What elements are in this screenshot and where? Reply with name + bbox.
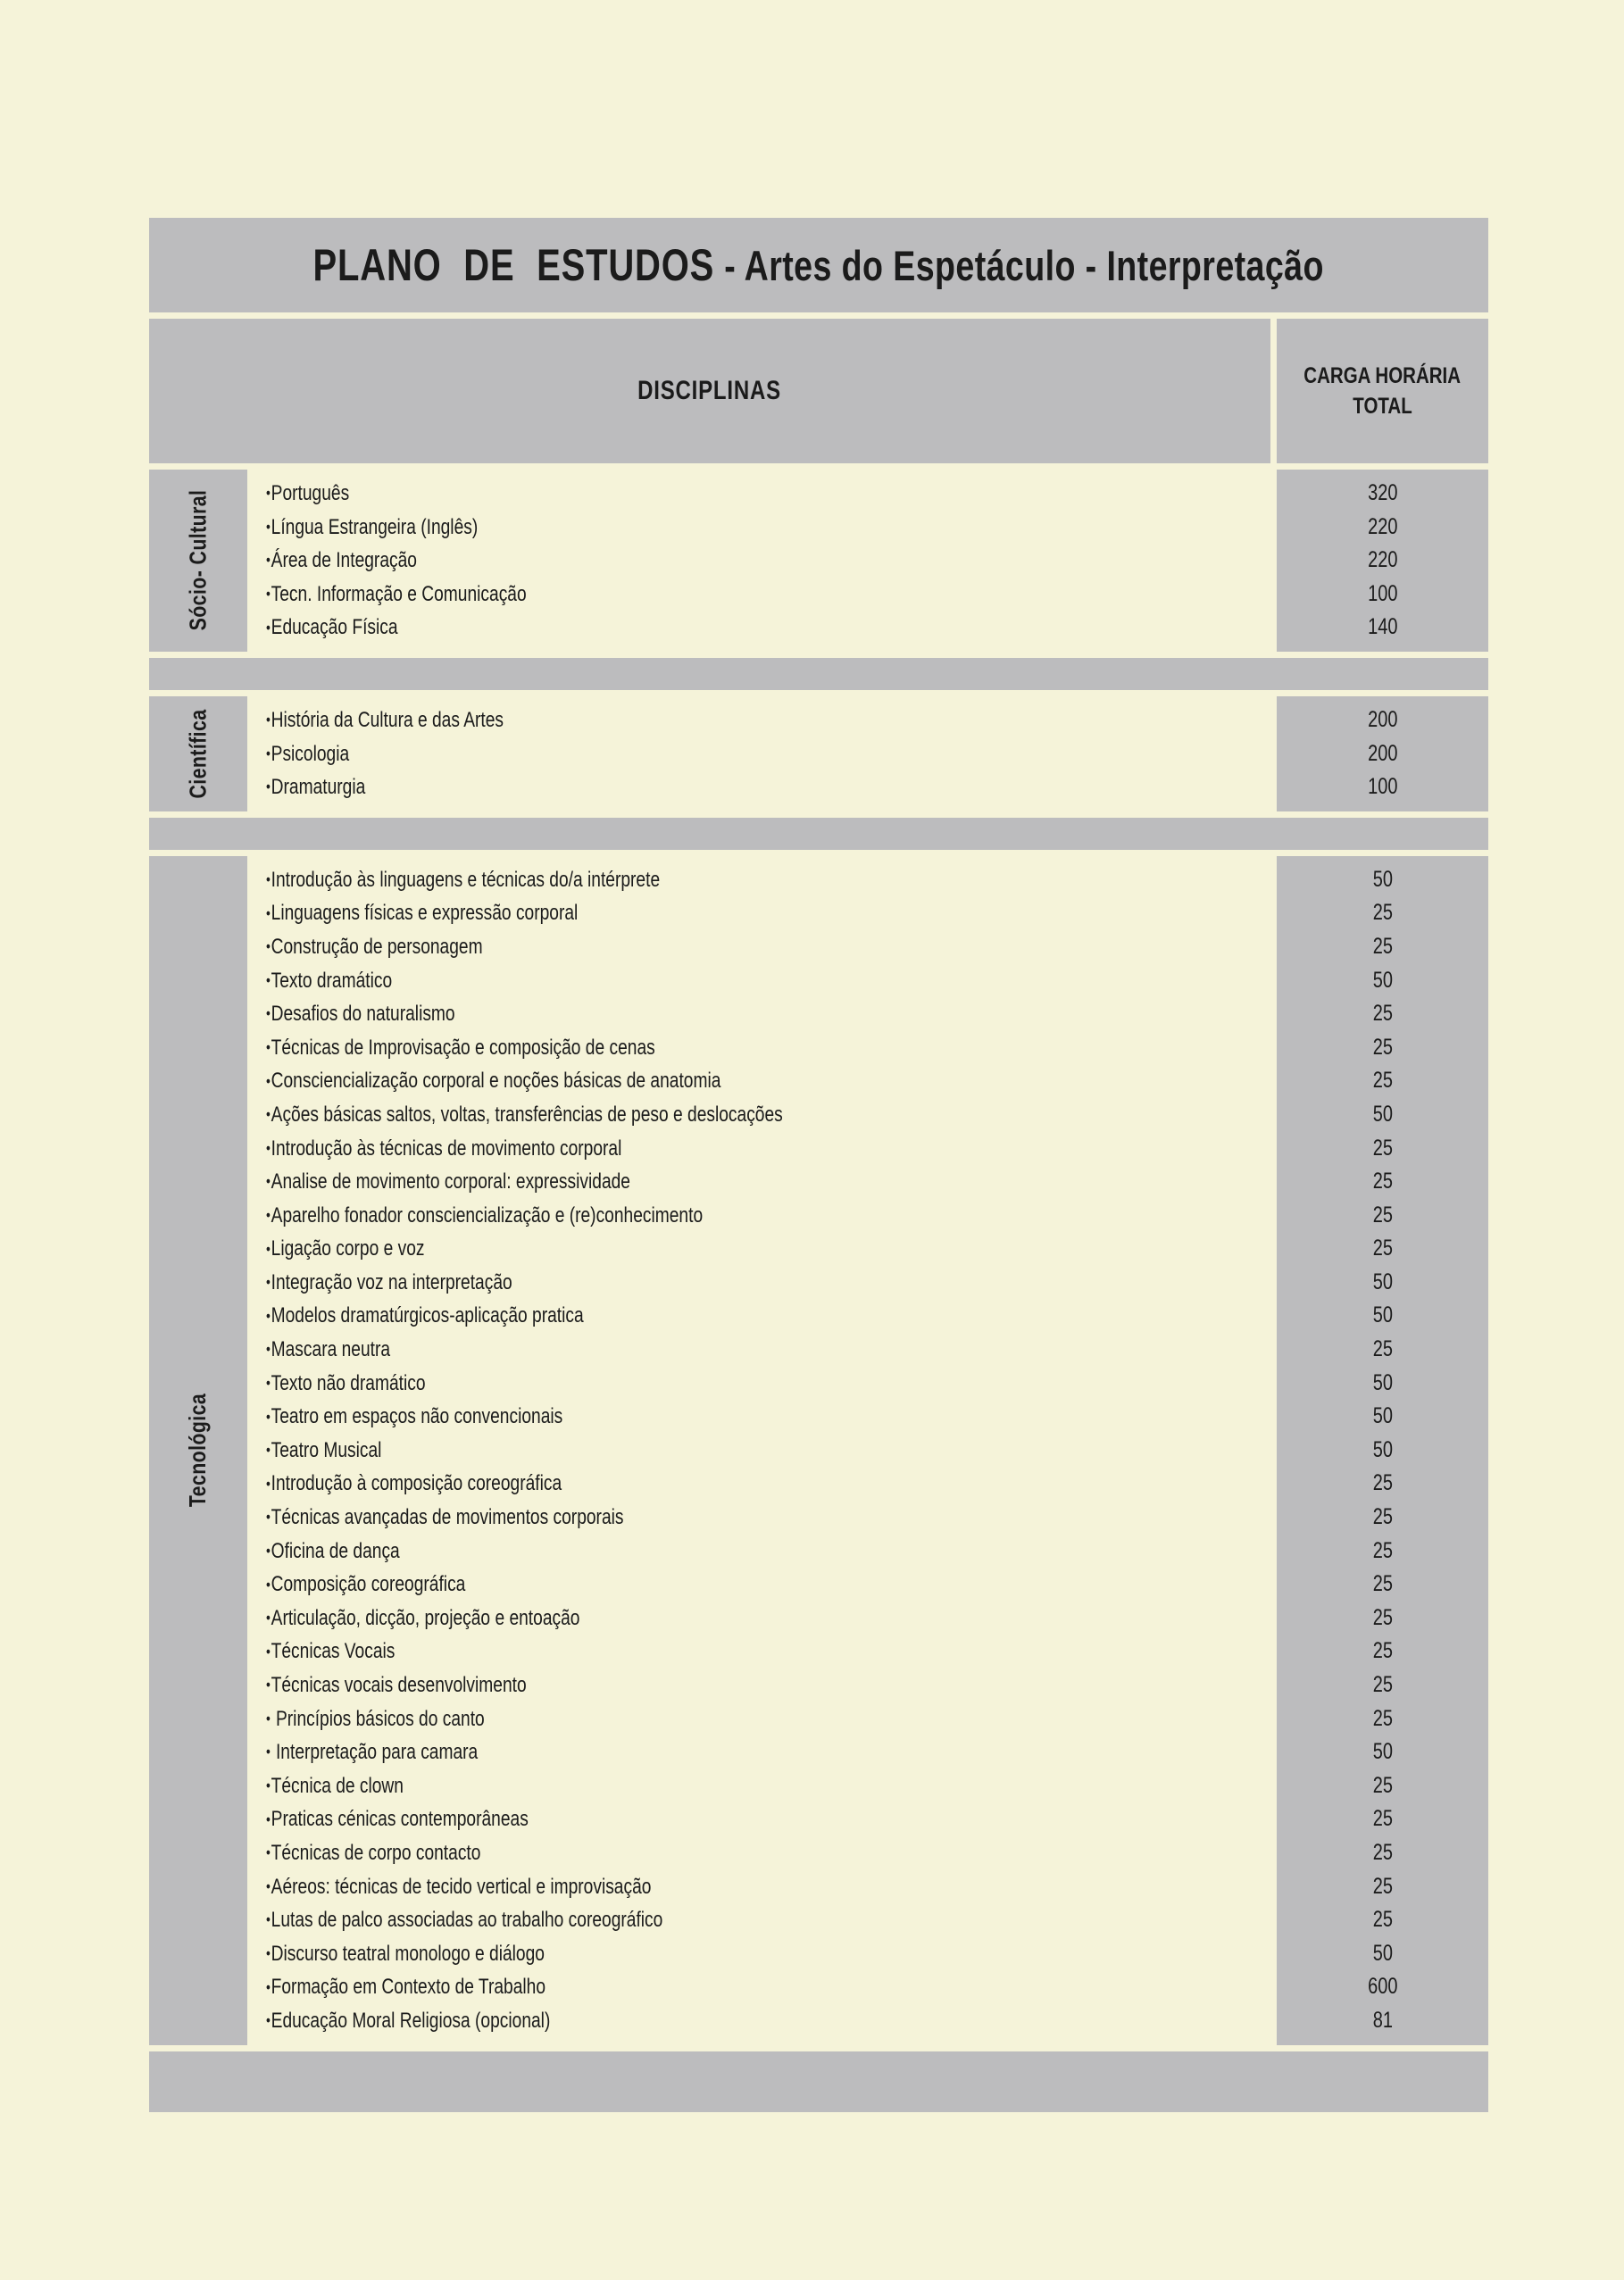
discipline-name: Modelos dramatúrgicos-aplicação pratica <box>271 1303 584 1328</box>
discipline-name: Discurso teatral monologo e diálogo <box>271 1941 545 1966</box>
discipline-name: Lutas de palco associadas ao trabalho coreográfico <box>271 1908 663 1933</box>
bullet-icon: • <box>266 1843 271 1862</box>
discipline-name: Analise de movimento corporal: expressividade <box>271 1169 630 1194</box>
discipline-item <box>266 511 1270 545</box>
bullet-icon: • <box>266 1777 271 1795</box>
bullet-icon: • <box>266 1205 271 1224</box>
discipline-item <box>266 1031 1270 1065</box>
discipline-item-inner <box>266 1769 404 1803</box>
bullet-icon: • <box>266 1105 271 1124</box>
hours-value: 25 <box>1372 1604 1393 1630</box>
discipline-item-inner <box>266 1937 545 1971</box>
hours-header-cell <box>1277 319 1488 463</box>
discipline-item-inner <box>266 863 660 897</box>
hours-row <box>1277 930 1488 964</box>
hours-row <box>1277 1199 1488 1233</box>
bullet-icon: • <box>266 517 271 536</box>
hours-value: 140 <box>1367 614 1398 640</box>
discipline-item <box>266 477 1270 511</box>
bullet-icon: • <box>266 1172 271 1191</box>
discipline-name: Área de Integração <box>271 548 417 573</box>
discipline-item-inner <box>266 1501 624 1535</box>
hours-value: 25 <box>1372 900 1393 926</box>
bullet-icon: • <box>266 1676 271 1694</box>
hours-row <box>1277 544 1488 578</box>
discipline-item <box>266 1299 1270 1333</box>
hours-value: 25 <box>1372 1537 1393 1563</box>
bullet-icon: • <box>266 1743 271 1761</box>
bullet-icon: • <box>266 1810 271 1828</box>
hours-column <box>1277 696 1488 811</box>
discipline-item-inner <box>266 1702 485 1736</box>
hours-row <box>1277 1266 1488 1300</box>
discipline-name: Teatro Musical <box>271 1437 382 1462</box>
discipline-name: Técnicas de Improvisação e composição de cenas <box>271 1035 655 1060</box>
discipline-item <box>266 737 1270 771</box>
disciplines-list <box>254 856 1270 2045</box>
discipline-item <box>266 1400 1270 1434</box>
discipline-item <box>266 997 1270 1031</box>
discipline-name: Educação Física <box>271 615 398 640</box>
hours-row <box>1277 1702 1488 1736</box>
hours-column <box>1277 856 1488 2045</box>
discipline-item <box>266 703 1270 737</box>
bullet-icon: • <box>266 870 271 889</box>
bullet-icon: • <box>266 585 271 603</box>
bullet-icon: • <box>266 1273 271 1292</box>
hours-value: 25 <box>1372 1504 1393 1530</box>
hours-row <box>1277 1668 1488 1702</box>
hours-row <box>1277 770 1488 804</box>
hours-row <box>1277 1568 1488 1602</box>
discipline-item <box>266 1535 1270 1569</box>
discipline-item <box>266 544 1270 578</box>
discipline-item <box>266 578 1270 612</box>
hours-value: 50 <box>1372 967 1393 993</box>
discipline-name: Técnicas Vocais <box>271 1639 396 1664</box>
hours-row <box>1277 1098 1488 1132</box>
hours-row <box>1277 2004 1488 2038</box>
hours-value: 25 <box>1372 1135 1393 1161</box>
bullet-icon: • <box>266 1441 271 1460</box>
discipline-item <box>266 964 1270 998</box>
discipline-name: Psicologia <box>271 741 350 766</box>
bullet-icon: • <box>266 1910 271 1929</box>
bullet-icon: • <box>266 1977 271 1996</box>
hours-value: 25 <box>1372 1806 1393 1832</box>
section-label-cell <box>149 856 247 2045</box>
hours-value: 50 <box>1372 1940 1393 1966</box>
discipline-item-inner <box>266 1400 562 1434</box>
discipline-item-inner <box>266 1970 545 2004</box>
discipline-item <box>266 1132 1270 1166</box>
section-separator-band <box>149 658 1488 690</box>
hours-row <box>1277 1769 1488 1803</box>
hours-value: 25 <box>1372 1705 1393 1731</box>
discipline-item-inner <box>266 1132 621 1166</box>
hours-row <box>1277 1903 1488 1937</box>
discipline-item <box>266 1903 1270 1937</box>
discipline-item <box>266 2004 1270 2038</box>
bullet-icon: • <box>266 1340 271 1359</box>
hours-row <box>1277 1501 1488 1535</box>
hours-value: 50 <box>1372 1302 1393 1328</box>
hours-row <box>1277 1467 1488 1501</box>
discipline-item <box>266 1970 1270 2004</box>
hours-value: 50 <box>1372 1101 1393 1127</box>
discipline-item-inner <box>266 997 455 1031</box>
hours-value: 25 <box>1372 1034 1393 1060</box>
section-row <box>149 470 1488 652</box>
bullet-icon: • <box>266 711 271 729</box>
discipline-item <box>266 1501 1270 1535</box>
discipline-item-inner <box>266 1266 512 1300</box>
hours-row <box>1277 1132 1488 1166</box>
discipline-item <box>266 611 1270 645</box>
bullet-icon: • <box>266 970 271 989</box>
discipline-item-inner <box>266 703 504 737</box>
discipline-name: Língua Estrangeira (Inglês) <box>271 514 479 539</box>
hours-value: 25 <box>1372 1202 1393 1227</box>
discipline-item-inner <box>266 511 478 545</box>
section-label-text: Tecnológica <box>184 1393 212 1508</box>
bullet-icon: • <box>266 618 271 637</box>
discipline-name: Português <box>271 481 350 505</box>
bullet-icon: • <box>266 903 271 922</box>
bullet-icon: • <box>266 744 271 762</box>
discipline-item-inner <box>266 1836 480 1870</box>
discipline-item <box>266 770 1270 804</box>
discipline-item-inner <box>266 1333 390 1367</box>
discipline-name: Interpretação para camara <box>271 1740 479 1765</box>
hours-row <box>1277 1434 1488 1468</box>
section-row <box>149 856 1488 2045</box>
hours-column <box>1277 470 1488 652</box>
hours-row <box>1277 1299 1488 1333</box>
hours-row <box>1277 1165 1488 1199</box>
discipline-name: Introdução às técnicas de movimento corporal <box>271 1136 622 1161</box>
bullet-icon: • <box>266 1071 271 1090</box>
discipline-item <box>266 1836 1270 1870</box>
section-separator-band <box>149 818 1488 850</box>
bullet-icon: • <box>266 1609 271 1627</box>
discipline-item <box>266 1232 1270 1266</box>
hours-value: 50 <box>1372 866 1393 892</box>
hours-value: 25 <box>1372 1001 1393 1027</box>
discipline-name: Praticas cénicas contemporâneas <box>271 1807 529 1832</box>
bullet-icon: • <box>266 1004 271 1023</box>
hours-value: 200 <box>1367 706 1398 732</box>
hours-value: 100 <box>1367 580 1398 606</box>
discipline-item-inner <box>266 1299 584 1333</box>
table-bottom-band <box>149 2051 1488 2112</box>
bullet-icon: • <box>266 1709 271 1727</box>
discipline-item <box>266 1602 1270 1635</box>
hours-value: 220 <box>1367 547 1398 573</box>
discipline-item-inner <box>266 1635 395 1668</box>
hours-header-line1: CARGA HORÁRIA <box>1303 363 1462 388</box>
section-label-text: Científica <box>184 709 212 799</box>
hours-value: 25 <box>1372 1169 1393 1194</box>
hours-value: 50 <box>1372 1369 1393 1395</box>
hours-row <box>1277 703 1488 737</box>
discipline-name: Composição coreográfica <box>271 1572 466 1597</box>
discipline-name: Desafios do naturalismo <box>271 1002 455 1027</box>
discipline-name: Texto não dramático <box>271 1370 426 1395</box>
hours-row <box>1277 863 1488 897</box>
discipline-item <box>266 1199 1270 1233</box>
bullet-icon: • <box>266 551 271 570</box>
table-header-row <box>149 319 1488 463</box>
hours-row <box>1277 964 1488 998</box>
discipline-name: Técnicas avançadas de movimentos corporais <box>271 1505 624 1530</box>
bullet-icon: • <box>266 778 271 796</box>
hours-value: 200 <box>1367 740 1398 766</box>
discipline-item-inner <box>266 964 392 998</box>
discipline-item-inner <box>266 1199 703 1233</box>
discipline-name: Introdução à composição coreográfica <box>271 1471 562 1496</box>
bullet-icon: • <box>266 1373 271 1392</box>
hours-value: 25 <box>1372 1470 1393 1496</box>
discipline-name: Integração voz na interpretação <box>271 1269 512 1294</box>
hours-row <box>1277 578 1488 612</box>
title-main-text: PLANO DE ESTUDOS <box>312 240 715 290</box>
hours-value: 50 <box>1372 1403 1393 1429</box>
discipline-item <box>266 1568 1270 1602</box>
section-label-text: Sócio- Cultural <box>184 490 212 631</box>
discipline-name: Texto dramático <box>271 968 393 993</box>
discipline-item <box>266 896 1270 930</box>
discipline-name: Técnica de clown <box>271 1773 404 1798</box>
bullet-icon: • <box>266 1038 271 1056</box>
discipline-item-inner <box>266 1602 579 1635</box>
discipline-item-inner <box>266 1568 465 1602</box>
hours-value: 50 <box>1372 1269 1393 1294</box>
discipline-name: Teatro em espaços não convencionais <box>271 1404 563 1429</box>
discipline-name: Oficina de dança <box>271 1538 400 1563</box>
bullet-icon: • <box>266 1239 271 1258</box>
disciplines-header-cell <box>149 319 1270 463</box>
bullet-icon: • <box>266 1944 271 1963</box>
bullet-icon: • <box>266 1407 271 1426</box>
discipline-item <box>266 1434 1270 1468</box>
discipline-item <box>266 1098 1270 1132</box>
hours-row <box>1277 1870 1488 1904</box>
section-label-cell <box>149 696 247 811</box>
bullet-icon: • <box>266 484 271 503</box>
discipline-item-inner <box>266 1165 630 1199</box>
discipline-name: Ações básicas saltos, voltas, transferências de peso e deslocações <box>271 1102 783 1127</box>
discipline-item-inner <box>266 1535 400 1569</box>
hours-row <box>1277 1031 1488 1065</box>
discipline-item <box>266 1735 1270 1769</box>
discipline-name: Técnicas de corpo contacto <box>271 1840 481 1865</box>
hours-value: 100 <box>1367 774 1398 800</box>
discipline-name: Técnicas vocais desenvolvimento <box>271 1673 527 1697</box>
discipline-name: História da Cultura e das Artes <box>271 707 504 732</box>
discipline-item <box>266 1870 1270 1904</box>
hours-value: 25 <box>1372 1873 1393 1899</box>
table-title-bar <box>149 218 1488 312</box>
hours-row <box>1277 1535 1488 1569</box>
hours-row <box>1277 1635 1488 1668</box>
discipline-name: Construção de personagem <box>271 934 483 959</box>
discipline-name: Linguagens físicas e expressão corporal <box>271 901 579 926</box>
discipline-item <box>266 930 1270 964</box>
discipline-item <box>266 1064 1270 1098</box>
discipline-name: Aparelho fonador consciencialização e (re)conhecimento <box>271 1202 704 1227</box>
discipline-name: Educação Moral Religiosa (opcional) <box>271 2008 551 2033</box>
discipline-item-inner <box>266 1434 381 1468</box>
hours-value: 25 <box>1372 1638 1393 1664</box>
discipline-item <box>266 1702 1270 1736</box>
hours-value: 600 <box>1367 1974 1398 2000</box>
discipline-name: Introdução às linguagens e técnicas do/a intérprete <box>271 867 661 892</box>
hours-row <box>1277 1836 1488 1870</box>
bullet-icon: • <box>266 1575 271 1594</box>
discipline-item <box>266 1802 1270 1836</box>
discipline-name: Consciencialização corporal e noções básicas de anatomia <box>271 1069 721 1094</box>
discipline-item <box>266 1668 1270 1702</box>
discipline-item-inner <box>266 1802 529 1836</box>
hours-row <box>1277 737 1488 771</box>
discipline-item-inner <box>266 1367 426 1401</box>
discipline-name: Ligação corpo e voz <box>271 1236 425 1261</box>
discipline-item <box>266 1367 1270 1401</box>
discipline-item-inner <box>266 1668 527 1702</box>
discipline-name: Articulação, dicção, projeção e entoação <box>271 1605 580 1630</box>
discipline-item <box>266 1333 1270 1367</box>
hours-value: 25 <box>1372 1571 1393 1597</box>
hours-value: 25 <box>1372 1672 1393 1697</box>
discipline-item-inner <box>266 1098 783 1132</box>
discipline-item-inner <box>266 737 349 771</box>
study-plan-table <box>149 218 1488 2112</box>
hours-value: 25 <box>1372 1068 1393 1094</box>
bullet-icon: • <box>266 1508 271 1527</box>
hours-value: 25 <box>1372 1236 1393 1261</box>
hours-value: 81 <box>1372 2007 1393 2033</box>
discipline-item-inner <box>266 1870 651 1904</box>
bullet-icon: • <box>266 1138 271 1157</box>
discipline-item <box>266 1937 1270 1971</box>
discipline-item-inner <box>266 544 417 578</box>
hours-value: 25 <box>1372 1772 1393 1798</box>
disciplines-list <box>254 696 1270 811</box>
hours-row <box>1277 1937 1488 1971</box>
section-row <box>149 696 1488 811</box>
discipline-item-inner <box>266 1467 562 1501</box>
discipline-item <box>266 863 1270 897</box>
discipline-item-inner <box>266 1903 662 1937</box>
hours-value: 320 <box>1367 480 1398 505</box>
discipline-item <box>266 1467 1270 1501</box>
discipline-name: Princípios básicos do canto <box>271 1706 485 1731</box>
discipline-name: Formação em Contexto de Trabalho <box>271 1975 545 2000</box>
hours-value: 50 <box>1372 1436 1393 1462</box>
discipline-item <box>266 1635 1270 1668</box>
bullet-icon: • <box>266 1541 271 1560</box>
discipline-item-inner <box>266 770 365 804</box>
hours-value: 25 <box>1372 1907 1393 1933</box>
hours-row <box>1277 1602 1488 1635</box>
disciplines-list <box>254 470 1270 652</box>
discipline-item <box>266 1266 1270 1300</box>
hours-row <box>1277 1333 1488 1367</box>
bullet-icon: • <box>266 2011 271 2030</box>
discipline-name: Mascara neutra <box>271 1337 391 1362</box>
hours-row <box>1277 1970 1488 2004</box>
discipline-name: Dramaturgia <box>271 775 366 800</box>
hours-row <box>1277 511 1488 545</box>
hours-row <box>1277 1802 1488 1836</box>
discipline-name: Aéreos: técnicas de tecido vertical e improvisação <box>271 1874 652 1899</box>
section-label-cell <box>149 470 247 652</box>
discipline-item-inner <box>266 2004 550 2038</box>
discipline-item-inner <box>266 578 527 612</box>
discipline-item-inner <box>266 611 398 645</box>
hours-row <box>1277 1400 1488 1434</box>
hours-row <box>1277 611 1488 645</box>
discipline-item-inner <box>266 1064 720 1098</box>
hours-value: 50 <box>1372 1739 1393 1765</box>
discipline-item-inner <box>266 477 349 511</box>
sections-container <box>149 470 1488 2045</box>
bullet-icon: • <box>266 1474 271 1493</box>
hours-row <box>1277 1735 1488 1769</box>
bullet-icon: • <box>266 1876 271 1895</box>
hours-value: 25 <box>1372 933 1393 959</box>
discipline-item <box>266 1769 1270 1803</box>
hours-row <box>1277 477 1488 511</box>
hours-value: 25 <box>1372 1839 1393 1865</box>
disciplines-header-label: DISCIPLINAS <box>637 376 782 405</box>
hours-row <box>1277 997 1488 1031</box>
bullet-icon: • <box>266 1642 271 1660</box>
bullet-icon: • <box>266 937 271 956</box>
discipline-item-inner <box>266 1735 478 1769</box>
hours-value: 220 <box>1367 513 1398 539</box>
hours-row <box>1277 896 1488 930</box>
discipline-item-inner <box>266 1031 655 1065</box>
bullet-icon: • <box>266 1306 271 1325</box>
title-subtitle-text: - Artes do Espetáculo - Interpretação <box>724 242 1325 289</box>
discipline-item-inner <box>266 896 578 930</box>
discipline-item-inner <box>266 1232 424 1266</box>
discipline-item-inner <box>266 930 483 964</box>
table-title <box>313 239 1324 291</box>
hours-value: 25 <box>1372 1336 1393 1362</box>
hours-row <box>1277 1232 1488 1266</box>
hours-header-line2: TOTAL <box>1353 394 1412 419</box>
discipline-item <box>266 1165 1270 1199</box>
discipline-name: Tecn. Informação e Comunicação <box>271 581 527 606</box>
hours-row <box>1277 1064 1488 1098</box>
hours-row <box>1277 1367 1488 1401</box>
